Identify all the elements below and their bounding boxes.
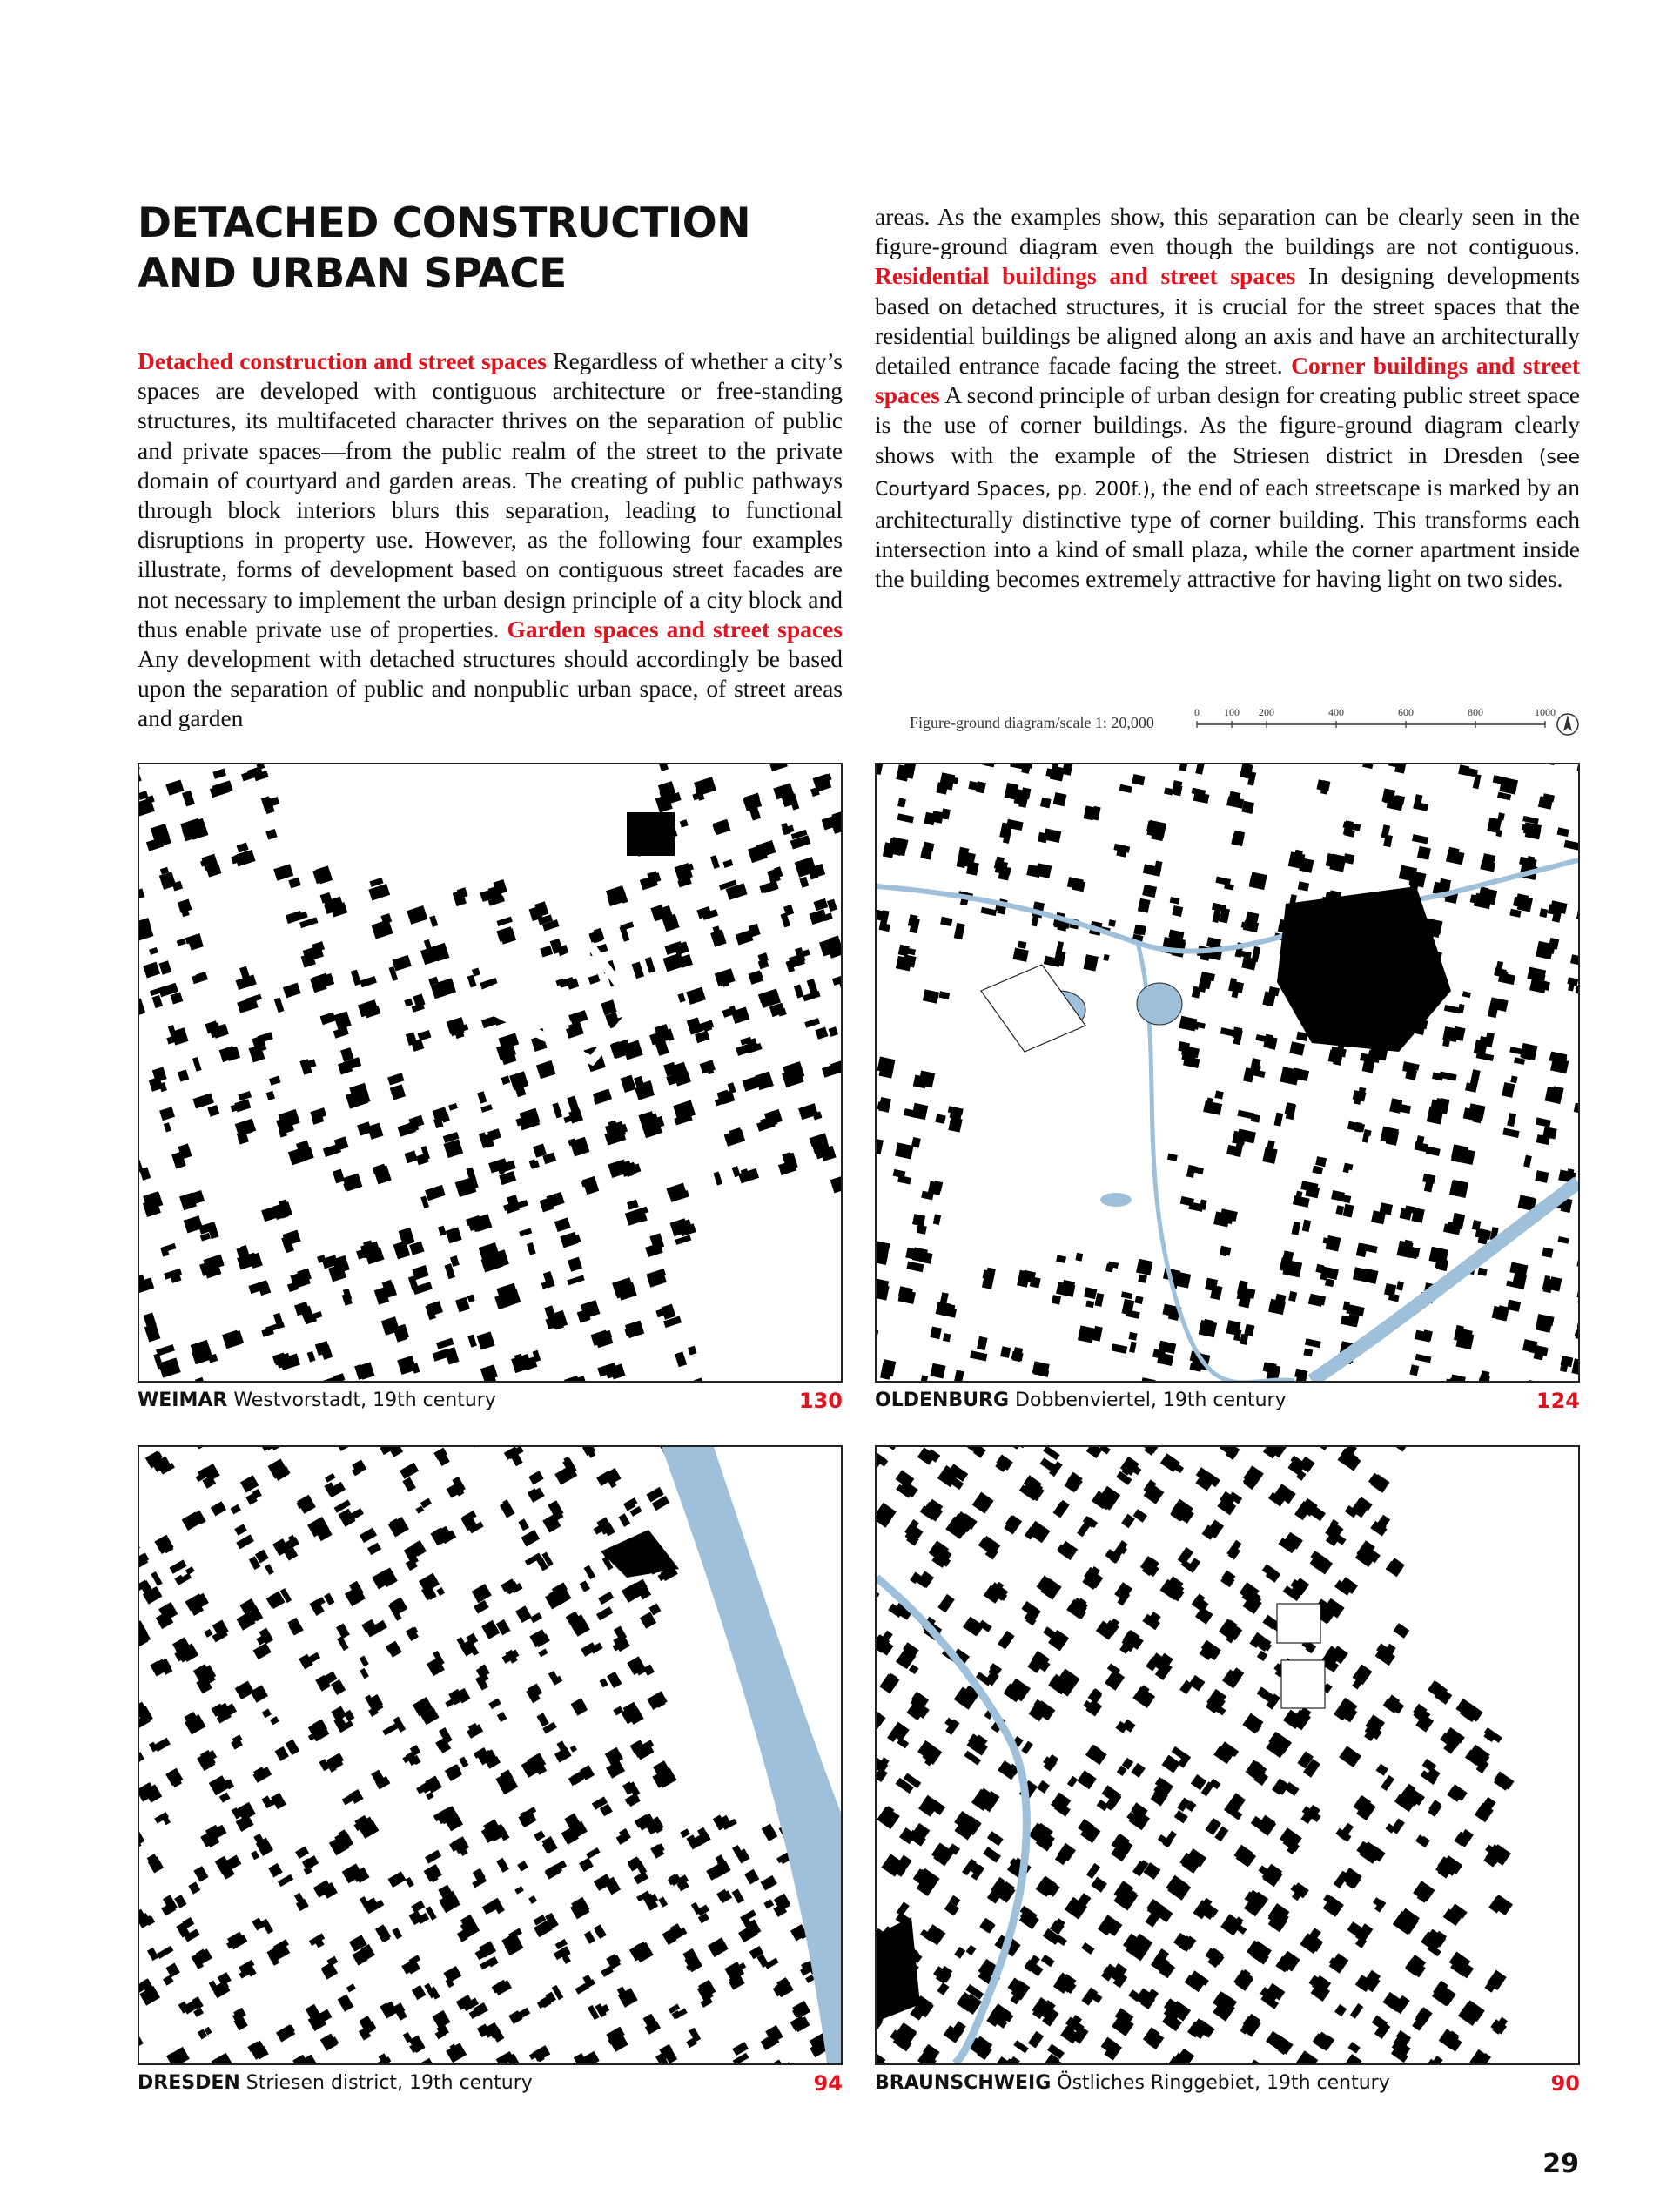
- left-text-column: [138, 347, 843, 734]
- paragraph-garden-spaces-cont: areas. As the examples show, this separation can be clearly seen in the figure-ground diagram even though the buildings are not contiguous.: [875, 203, 1580, 260]
- caption-number: 124: [1536, 1389, 1580, 1413]
- scale-tick-label: 0: [1194, 706, 1200, 718]
- heading-residential-buildings: Residential buildings and street spaces: [875, 262, 1296, 290]
- caption-district: Östliches Ringgebiet, 19th century: [1051, 2072, 1390, 2094]
- caption-city: WEIMAR: [138, 1390, 228, 1411]
- map-weimar: [138, 763, 843, 1383]
- paragraph-residential-buildings: In designing developments based on detached structures, it is crucial for the street spaces that the residential buildings be aligned along an axis and have an architecturally detailed entrance facade facing the street.: [875, 262, 1581, 380]
- map-dresden: [138, 1445, 843, 2065]
- scale-tick-label: 400: [1328, 706, 1344, 718]
- landmark-building: [601, 1530, 679, 1578]
- scale-bar: [910, 703, 1589, 738]
- open-square: [981, 965, 1085, 1052]
- cross-reference: (see Courtyard Spaces, pp. 200f.): [875, 446, 1580, 501]
- caption-braunschweig: [875, 2069, 1580, 2098]
- building-footprints: [877, 764, 1578, 1381]
- scale-label: Figure-ground diagram/scale 1: 20,000: [910, 714, 1154, 731]
- landmark-building: [627, 812, 675, 856]
- scale-tick-label: 800: [1468, 706, 1483, 718]
- caption-district: Westvorstadt, 19th century: [227, 1390, 496, 1411]
- paragraph-corner-buildings-b: , the end of each streetscape is marked by an architecturally distinctive type of corner building. This transforms each intersection into a kind of small plaza, while the corner apartment inside the building becomes extremely attractive for having light on two sides.: [875, 473, 1580, 593]
- building-footprints: [877, 1447, 1515, 2063]
- map-oldenburg: [875, 763, 1580, 1383]
- caption-city: DRESDEN: [138, 2072, 240, 2094]
- caption-district: Striesen district, 19th century: [239, 2072, 533, 2094]
- open-square: [1281, 1660, 1325, 1708]
- scale-tick-label: 200: [1259, 706, 1274, 718]
- page-number: 29: [1542, 2149, 1579, 2179]
- scale-tick-label: 100: [1224, 706, 1240, 718]
- caption-district: Dobbenviertel, 19th century: [1009, 1390, 1287, 1411]
- caption-number: 94: [813, 2071, 843, 2096]
- caption-number: 130: [798, 1389, 843, 1413]
- open-square: [1277, 1604, 1320, 1643]
- map-braunschweig: [875, 1445, 1580, 2065]
- paragraph-detached-construction: Regardless of whether a city’s spaces are developed with contiguous architecture or free-standing structures, its multifaceted character thrives on the separation of public and private spaces—from the public realm of the street to the private domain of courtyard and garden areas. The creating of public pathways through block interiors blurs this separation, leading to functional disruptions in property use. However, as the following four examples illustrate, forms of development based on contiguous street facades are not necessary to implement the urban design principle of a city block and thus enable private use of properties.: [138, 347, 843, 643]
- title-line-1: DETACHED CONSTRUCTION: [138, 199, 751, 247]
- caption-number: 90: [1550, 2071, 1580, 2096]
- caption-oldenburg: [875, 1386, 1580, 1416]
- paragraph-garden-spaces: Any development with detached structures should accordingly be based upon the separation of public and nonpublic urban space, of street areas and garden: [138, 645, 843, 732]
- right-text-column: [875, 202, 1580, 595]
- heading-garden-spaces: Garden spaces and street spaces: [507, 615, 843, 643]
- heading-corner-buildings: Corner buildings and street spaces: [875, 352, 1580, 409]
- north-arrow-icon: [1557, 714, 1578, 735]
- scale-tick-label: 1000: [1535, 706, 1556, 718]
- caption-city: BRAUNSCHWEIG: [875, 2072, 1052, 2094]
- caption-weimar: [138, 1386, 843, 1416]
- landmark-building: [877, 1917, 920, 2022]
- caption-city: OLDENBURG: [875, 1390, 1010, 1411]
- caption-dresden: [138, 2069, 843, 2098]
- scale-bar-graphic: [1186, 703, 1587, 738]
- building-footprints: [139, 764, 841, 1381]
- page-title: [138, 199, 851, 299]
- title-line-2: AND URBAN SPACE: [138, 250, 567, 298]
- heading-detached-construction: Detached construction and street spaces: [138, 347, 547, 374]
- paragraph-corner-buildings-a: A second principle of urban design for creating public street space is the use of corner buildings. As the figure-ground diagram clearly shows with the example of the Striesen district in Dresden: [875, 381, 1580, 468]
- scale-tick-label: 600: [1398, 706, 1414, 718]
